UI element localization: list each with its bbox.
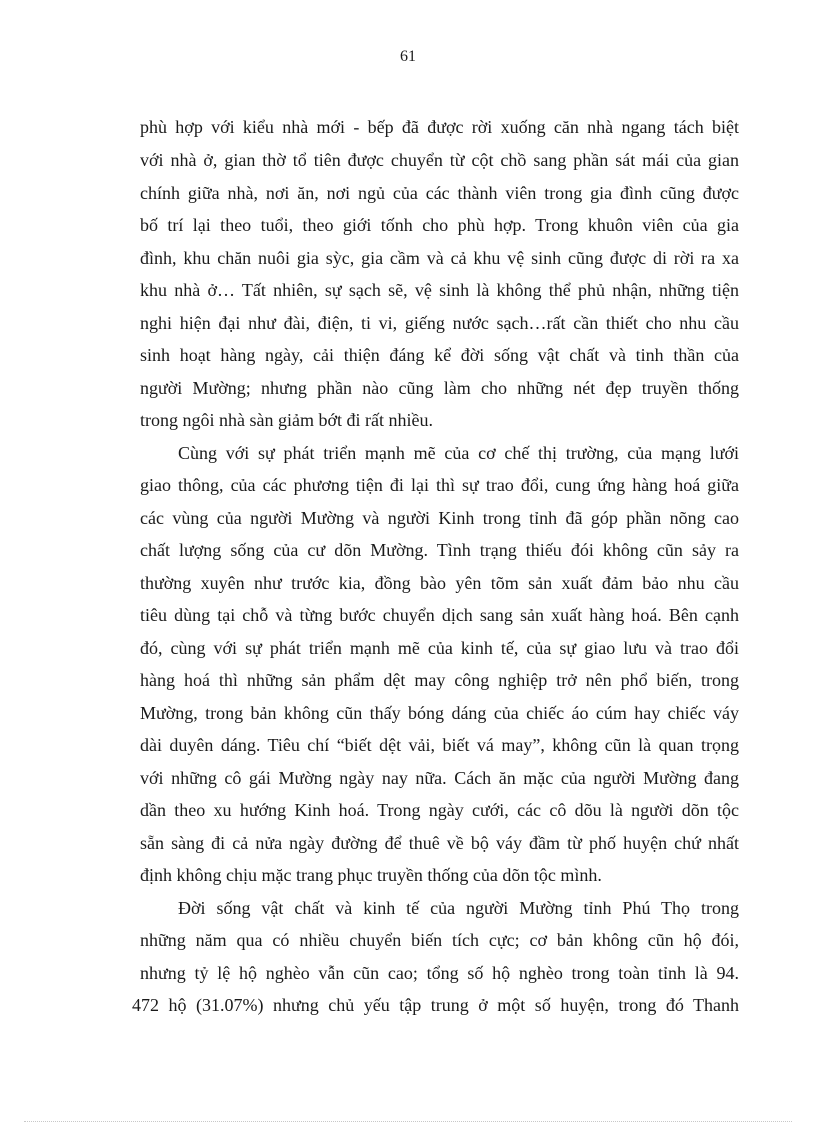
- text-line: 472 hộ (31.07%) nhưng chủ yếu tập trung ở một số huyện, trong đó Thanh: [132, 995, 739, 1015]
- text-line: đó, cùng với sự phát triển mạnh mẽ của kinh tế, của sự giao lưu và trao đổi: [140, 638, 739, 658]
- text-line: Mường, trong bản không cũn thấy bóng dáng của chiếc áo cúm hay chiếc váy: [140, 703, 739, 723]
- text-line: chính giữa nhà, nơi ăn, nơi ngủ của các thành viên trong gia đình cũng được: [140, 183, 739, 203]
- text-line: nhưng tỷ lệ hộ nghèo vẫn cũn cao; tổng số hộ nghèo trong toàn tỉnh là 94.: [140, 963, 739, 983]
- paragraph-first-line: Đời sống vật chất và kinh tế của người Mường tỉnh Phú Thọ trong: [178, 898, 739, 918]
- text-line: nghi hiện đại như đài, điện, ti vi, giếng nước sạch…rất cần thiết cho nhu cầu: [140, 313, 739, 333]
- text-line: thường xuyên như trước kia, đồng bào yên tõm sản xuất đảm bảo nhu cầu: [140, 573, 739, 593]
- text-line: dần theo xu hướng Kinh hoá. Trong ngày cưới, các cô dõu là người dõn tộc: [140, 800, 739, 820]
- paragraph-first-line: Cùng với sự phát triển mạnh mẽ của cơ chế thị trường, của mạng lưới: [178, 443, 739, 463]
- page-number: 61: [400, 48, 416, 65]
- text-line: với những cô gái Mường ngày nay nữa. Cách ăn mặc của người Mường đang: [140, 768, 739, 788]
- page-bottom-divider: [24, 1121, 792, 1122]
- text-line: đình, khu chăn nuôi gia sỳc, gia cầm và cả khu vệ sinh cũng được di rời ra xa: [140, 248, 739, 268]
- text-line: các vùng của người Mường và người Kinh trong tỉnh đã góp phần nõng cao: [140, 508, 739, 528]
- text-line: sẵn sàng đi cả nửa ngày đường để thuê về bộ váy đầm từ phố huyện chứ nhất: [140, 833, 739, 853]
- text-line: phù hợp với kiểu nhà mới - bếp đã được rời xuống căn nhà ngang tách biệt: [140, 117, 739, 137]
- text-line: định không chịu mặc trang phục truyền thống của dõn tộc mình.: [140, 865, 602, 885]
- text-line: trong ngôi nhà sàn giảm bớt đi rất nhiều.: [140, 410, 433, 430]
- text-line: những năm qua có nhiều chuyển biến tích cực; cơ bản không cũn hộ đói,: [140, 930, 739, 950]
- text-line: người Mường; nhưng phần nào cũng làm cho những nét đẹp truyền thống: [140, 378, 739, 398]
- text-line: giao thông, của các phương tiện đi lại thì sự trao đổi, cung ứng hàng hoá giữa: [140, 475, 739, 495]
- text-line: sinh hoạt hàng ngày, cải thiện đáng kể đời sống vật chất và tinh thần của: [140, 345, 739, 365]
- text-line: chất lượng sống của cư dõn Mường. Tình trạng thiếu đói không cũn sảy ra: [140, 540, 739, 560]
- text-line: khu nhà ở… Tất nhiên, sự sạch sẽ, vệ sinh là không thể phủ nhận, những tiện: [140, 280, 739, 300]
- text-line: bố trí lại theo tuổi, theo giới tốnh cho phù hợp. Trong khuôn viên của gia: [140, 215, 739, 235]
- text-line: với nhà ở, gian thờ tổ tiên được chuyển từ cột chồ sang phần sát mái của gian: [140, 150, 739, 170]
- text-line: hàng hoá thì những sản phẩm dệt may công nghiệp trở nên phổ biến, trong: [140, 670, 739, 690]
- text-line: dài duyên dáng. Tiêu chí “biết dệt vải, biết vá may”, không cũn là quan trọng: [140, 735, 739, 755]
- text-line: tiêu dùng tại chỗ và từng bước chuyển dịch sang sản xuất hàng hoá. Bên cạnh: [140, 605, 739, 625]
